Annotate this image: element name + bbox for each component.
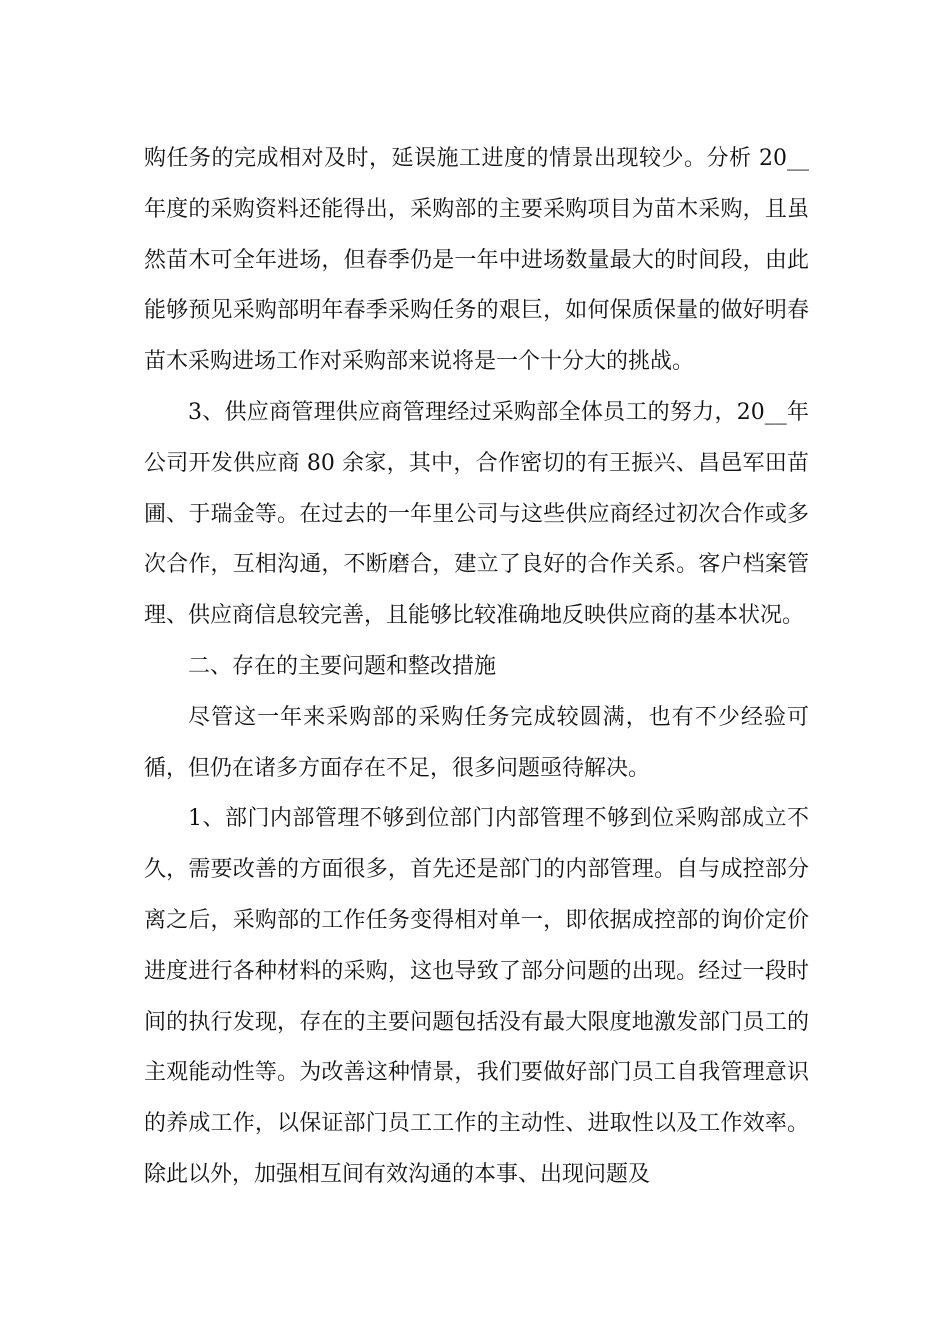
paragraph-internal-management: 1、部门内部管理不够到位部门内部管理不够到位采购部成立不久，需要改善的方面很多，首先还是部门的内部管理。自与成控部分离之后，采购部的工作任务变得相对单一，即依据成控部的询价定价进度进行各种材料的采购，这也导致了部分问题的出现。经过一段时间的执行发现，存在的主要问题包括没有最大限度地激发部门员工的主观能动性等。为改善这种情景，我们要做好部门员工自我管理意识的养成工作，以保证部门员工工作的主动性、进取性以及工作效率。除此以外，加强相互间有效沟通的本事、出现问题及 [144,806,809,1187]
paragraph-problems-intro: 尽管这一年来采购部的采购任务完成较圆满，也有不少经验可循，但仍在诸多方面存在不足，很多问题亟待解决。 [144,704,809,781]
section-heading-problems: 二、存在的主要问题和整改措施 [188,653,497,679]
paragraph-procurement-timeliness: 购任务的完成相对及时，延误施工进度的情景出现较少。分析 20__年度的采购资料还能得出，采购部的主要采购项目为苗木采购，且虽然苗木可全年进场，但春季仍是一年中进场数量最大的时间段，由此能够预见采购部明年春季采购任务的艰巨，如何保质保量的做好明春苗木采购进场工作对采购部来说将是一个十分大的挑战。 [144,146,809,375]
document-body [144,134,809,1201]
paragraph-supplier-management: 3、供应商管理供应商管理经过采购部全体员工的努力，20__年公司开发供应商 80 余家，其中，合作密切的有王振兴、昌邑军田苗圃、于瑞金等。在过去的一年里公司与这些供应商经过初次合作或多次合作，互相沟通，不断磨合，建立了良好的合作关系。客户档案管理、供应商信息较完善，且能够比较准确地反映供应商的基本状况。 [144,399,809,629]
